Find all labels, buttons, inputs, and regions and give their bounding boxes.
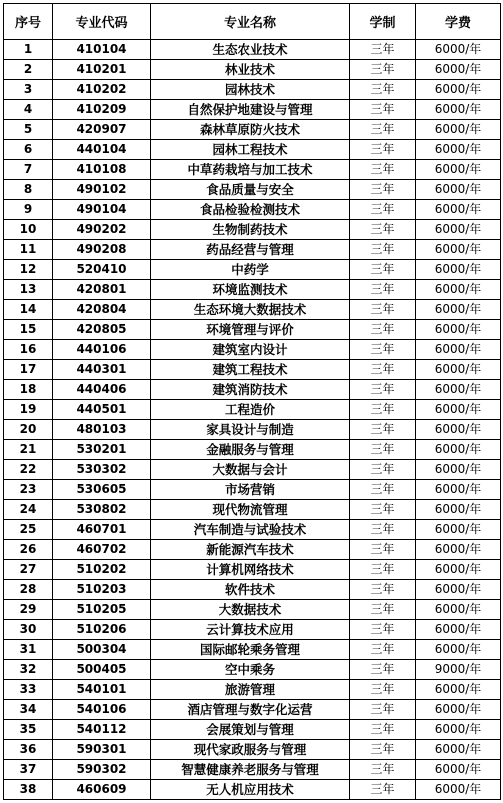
cell-duration: 三年 (350, 740, 416, 760)
cell-name: 食品质量与安全 (151, 180, 350, 200)
cell-duration: 三年 (350, 380, 416, 400)
cell-index: 28 (4, 580, 53, 600)
header-duration: 学制 (350, 4, 416, 40)
cell-index: 14 (4, 300, 53, 320)
table-row (4, 540, 501, 560)
header-name: 专业名称 (151, 4, 350, 40)
cell-index: 10 (4, 220, 53, 240)
header-code: 专业代码 (53, 4, 151, 40)
table-row (4, 560, 501, 580)
cell-code: 530201 (53, 440, 151, 460)
cell-code: 530302 (53, 460, 151, 480)
cell-index: 38 (4, 780, 53, 800)
cell-index: 12 (4, 260, 53, 280)
cell-code: 460701 (53, 520, 151, 540)
table-row (4, 200, 501, 220)
cell-fee: 6000/年 (416, 180, 501, 200)
cell-name: 中草药栽培与加工技术 (151, 160, 350, 180)
cell-index: 23 (4, 480, 53, 500)
cell-name: 空中乘务 (151, 660, 350, 680)
table-row (4, 440, 501, 460)
cell-duration: 三年 (350, 360, 416, 380)
table-row (4, 700, 501, 720)
table-row (4, 220, 501, 240)
cell-duration: 三年 (350, 140, 416, 160)
table-row (4, 640, 501, 660)
table-row (4, 320, 501, 340)
cell-code: 420801 (53, 280, 151, 300)
cell-index: 9 (4, 200, 53, 220)
cell-name: 无人机应用技术 (151, 780, 350, 800)
cell-code: 520410 (53, 260, 151, 280)
cell-duration: 三年 (350, 220, 416, 240)
cell-code: 590302 (53, 760, 151, 780)
cell-index: 30 (4, 620, 53, 640)
cell-duration: 三年 (350, 60, 416, 80)
cell-index: 26 (4, 540, 53, 560)
cell-index: 36 (4, 740, 53, 760)
cell-fee: 6000/年 (416, 220, 501, 240)
cell-code: 440106 (53, 340, 151, 360)
cell-code: 490102 (53, 180, 151, 200)
cell-index: 3 (4, 80, 53, 100)
cell-name: 金融服务与管理 (151, 440, 350, 460)
cell-fee: 6000/年 (416, 600, 501, 620)
cell-fee: 6000/年 (416, 640, 501, 660)
cell-duration: 三年 (350, 80, 416, 100)
cell-fee: 6000/年 (416, 240, 501, 260)
cell-duration: 三年 (350, 420, 416, 440)
table-row (4, 740, 501, 760)
table-row (4, 40, 501, 60)
cell-code: 410209 (53, 100, 151, 120)
cell-fee: 6000/年 (416, 500, 501, 520)
cell-name: 国际邮轮乘务管理 (151, 640, 350, 660)
cell-fee: 6000/年 (416, 760, 501, 780)
cell-index: 21 (4, 440, 53, 460)
cell-code: 490104 (53, 200, 151, 220)
table-row (4, 660, 501, 680)
cell-fee: 6000/年 (416, 260, 501, 280)
cell-index: 27 (4, 560, 53, 580)
cell-duration: 三年 (350, 260, 416, 280)
cell-code: 500405 (53, 660, 151, 680)
table-row (4, 720, 501, 740)
table-row (4, 100, 501, 120)
cell-fee: 6000/年 (416, 440, 501, 460)
cell-code: 510202 (53, 560, 151, 580)
cell-name: 市场营销 (151, 480, 350, 500)
table-row (4, 760, 501, 780)
cell-fee: 6000/年 (416, 740, 501, 760)
cell-fee: 6000/年 (416, 100, 501, 120)
cell-index: 29 (4, 600, 53, 620)
cell-fee: 6000/年 (416, 700, 501, 720)
cell-name: 计算机网络技术 (151, 560, 350, 580)
table-row (4, 360, 501, 380)
cell-duration: 三年 (350, 500, 416, 520)
cell-duration: 三年 (350, 600, 416, 620)
cell-fee: 6000/年 (416, 200, 501, 220)
cell-index: 18 (4, 380, 53, 400)
cell-code: 410201 (53, 60, 151, 80)
cell-name: 旅游管理 (151, 680, 350, 700)
cell-code: 460609 (53, 780, 151, 800)
cell-fee: 6000/年 (416, 420, 501, 440)
cell-fee: 6000/年 (416, 320, 501, 340)
header-index: 序号 (4, 4, 53, 40)
cell-index: 15 (4, 320, 53, 340)
cell-duration: 三年 (350, 720, 416, 740)
cell-fee: 9000/年 (416, 660, 501, 680)
cell-fee: 6000/年 (416, 560, 501, 580)
cell-index: 1 (4, 40, 53, 60)
cell-index: 17 (4, 360, 53, 380)
cell-duration: 三年 (350, 620, 416, 640)
cell-name: 建筑消防技术 (151, 380, 350, 400)
cell-code: 530605 (53, 480, 151, 500)
table-row (4, 400, 501, 420)
cell-index: 20 (4, 420, 53, 440)
cell-name: 自然保护地建设与管理 (151, 100, 350, 120)
cell-fee: 6000/年 (416, 300, 501, 320)
cell-fee: 6000/年 (416, 120, 501, 140)
cell-fee: 6000/年 (416, 380, 501, 400)
header-fee: 学费 (416, 4, 501, 40)
cell-name: 建筑室内设计 (151, 340, 350, 360)
cell-duration: 三年 (350, 320, 416, 340)
cell-name: 生态环境大数据技术 (151, 300, 350, 320)
cell-fee: 6000/年 (416, 520, 501, 540)
cell-name: 园林工程技术 (151, 140, 350, 160)
cell-fee: 6000/年 (416, 460, 501, 480)
cell-fee: 6000/年 (416, 720, 501, 740)
cell-fee: 6000/年 (416, 680, 501, 700)
cell-name: 云计算技术应用 (151, 620, 350, 640)
cell-duration: 三年 (350, 560, 416, 580)
table-row (4, 520, 501, 540)
cell-code: 420907 (53, 120, 151, 140)
table-body (4, 40, 501, 800)
cell-code: 440501 (53, 400, 151, 420)
cell-duration: 三年 (350, 300, 416, 320)
cell-name: 现代物流管理 (151, 500, 350, 520)
cell-duration: 三年 (350, 40, 416, 60)
cell-code: 410104 (53, 40, 151, 60)
cell-duration: 三年 (350, 580, 416, 600)
cell-index: 33 (4, 680, 53, 700)
cell-index: 2 (4, 60, 53, 80)
cell-index: 19 (4, 400, 53, 420)
cell-name: 汽车制造与试验技术 (151, 520, 350, 540)
cell-name: 新能源汽车技术 (151, 540, 350, 560)
cell-duration: 三年 (350, 780, 416, 800)
cell-duration: 三年 (350, 660, 416, 680)
cell-duration: 三年 (350, 160, 416, 180)
table-row (4, 60, 501, 80)
table-row (4, 460, 501, 480)
cell-code: 540112 (53, 720, 151, 740)
table-row (4, 80, 501, 100)
table-row (4, 600, 501, 620)
cell-duration: 三年 (350, 440, 416, 460)
table-row (4, 500, 501, 520)
cell-duration: 三年 (350, 480, 416, 500)
cell-fee: 6000/年 (416, 80, 501, 100)
cell-name: 森林草原防火技术 (151, 120, 350, 140)
majors-table (3, 3, 501, 800)
majors-table-sheet (3, 3, 500, 800)
cell-duration: 三年 (350, 180, 416, 200)
cell-name: 环境监测技术 (151, 280, 350, 300)
cell-fee: 6000/年 (416, 540, 501, 560)
cell-fee: 6000/年 (416, 60, 501, 80)
cell-duration: 三年 (350, 240, 416, 260)
cell-duration: 三年 (350, 760, 416, 780)
cell-name: 环境管理与评价 (151, 320, 350, 340)
table-row (4, 180, 501, 200)
cell-code: 440301 (53, 360, 151, 380)
cell-index: 24 (4, 500, 53, 520)
table-row (4, 420, 501, 440)
cell-name: 大数据与会计 (151, 460, 350, 480)
cell-name: 林业技术 (151, 60, 350, 80)
cell-index: 6 (4, 140, 53, 160)
cell-code: 540101 (53, 680, 151, 700)
cell-code: 420805 (53, 320, 151, 340)
cell-fee: 6000/年 (416, 780, 501, 800)
cell-name: 工程造价 (151, 400, 350, 420)
cell-fee: 6000/年 (416, 160, 501, 180)
cell-fee: 6000/年 (416, 40, 501, 60)
table-header (4, 4, 501, 40)
cell-index: 16 (4, 340, 53, 360)
cell-name: 现代家政服务与管理 (151, 740, 350, 760)
cell-index: 25 (4, 520, 53, 540)
cell-name: 生态农业技术 (151, 40, 350, 60)
cell-code: 510206 (53, 620, 151, 640)
cell-duration: 三年 (350, 540, 416, 560)
cell-code: 590301 (53, 740, 151, 760)
cell-index: 34 (4, 700, 53, 720)
cell-name: 中药学 (151, 260, 350, 280)
cell-name: 生物制药技术 (151, 220, 350, 240)
cell-code: 480103 (53, 420, 151, 440)
cell-index: 8 (4, 180, 53, 200)
cell-index: 31 (4, 640, 53, 660)
table-row (4, 140, 501, 160)
cell-name: 建筑工程技术 (151, 360, 350, 380)
cell-index: 22 (4, 460, 53, 480)
cell-index: 7 (4, 160, 53, 180)
cell-fee: 6000/年 (416, 580, 501, 600)
table-row (4, 480, 501, 500)
cell-code: 540106 (53, 700, 151, 720)
cell-index: 32 (4, 660, 53, 680)
table-row (4, 260, 501, 280)
cell-code: 490202 (53, 220, 151, 240)
cell-fee: 6000/年 (416, 620, 501, 640)
cell-index: 13 (4, 280, 53, 300)
cell-name: 酒店管理与数字化运营 (151, 700, 350, 720)
cell-code: 500304 (53, 640, 151, 660)
cell-code: 490208 (53, 240, 151, 260)
cell-duration: 三年 (350, 680, 416, 700)
cell-name: 会展策划与管理 (151, 720, 350, 740)
cell-code: 440104 (53, 140, 151, 160)
cell-code: 410202 (53, 80, 151, 100)
table-row (4, 240, 501, 260)
cell-fee: 6000/年 (416, 480, 501, 500)
cell-name: 食品检验检测技术 (151, 200, 350, 220)
table-row (4, 580, 501, 600)
cell-code: 440406 (53, 380, 151, 400)
cell-duration: 三年 (350, 340, 416, 360)
cell-index: 37 (4, 760, 53, 780)
header-row (4, 4, 501, 40)
cell-duration: 三年 (350, 280, 416, 300)
cell-fee: 6000/年 (416, 140, 501, 160)
cell-fee: 6000/年 (416, 360, 501, 380)
cell-fee: 6000/年 (416, 340, 501, 360)
cell-duration: 三年 (350, 460, 416, 480)
cell-duration: 三年 (350, 700, 416, 720)
cell-name: 软件技术 (151, 580, 350, 600)
cell-code: 420804 (53, 300, 151, 320)
table-row (4, 340, 501, 360)
table-row (4, 680, 501, 700)
cell-index: 35 (4, 720, 53, 740)
cell-name: 园林技术 (151, 80, 350, 100)
cell-name: 大数据技术 (151, 600, 350, 620)
cell-duration: 三年 (350, 200, 416, 220)
cell-duration: 三年 (350, 120, 416, 140)
cell-code: 460702 (53, 540, 151, 560)
table-row (4, 380, 501, 400)
cell-index: 5 (4, 120, 53, 140)
table-row (4, 160, 501, 180)
table-row (4, 300, 501, 320)
cell-duration: 三年 (350, 100, 416, 120)
cell-duration: 三年 (350, 520, 416, 540)
cell-name: 家具设计与制造 (151, 420, 350, 440)
table-row (4, 120, 501, 140)
table-row (4, 620, 501, 640)
cell-code: 530802 (53, 500, 151, 520)
cell-code: 410108 (53, 160, 151, 180)
cell-code: 510205 (53, 600, 151, 620)
cell-fee: 6000/年 (416, 400, 501, 420)
cell-index: 4 (4, 100, 53, 120)
table-row (4, 280, 501, 300)
cell-name: 药品经营与管理 (151, 240, 350, 260)
cell-duration: 三年 (350, 400, 416, 420)
table-row (4, 780, 501, 800)
cell-code: 510203 (53, 580, 151, 600)
cell-name: 智慧健康养老服务与管理 (151, 760, 350, 780)
cell-index: 11 (4, 240, 53, 260)
cell-duration: 三年 (350, 640, 416, 660)
cell-fee: 6000/年 (416, 280, 501, 300)
